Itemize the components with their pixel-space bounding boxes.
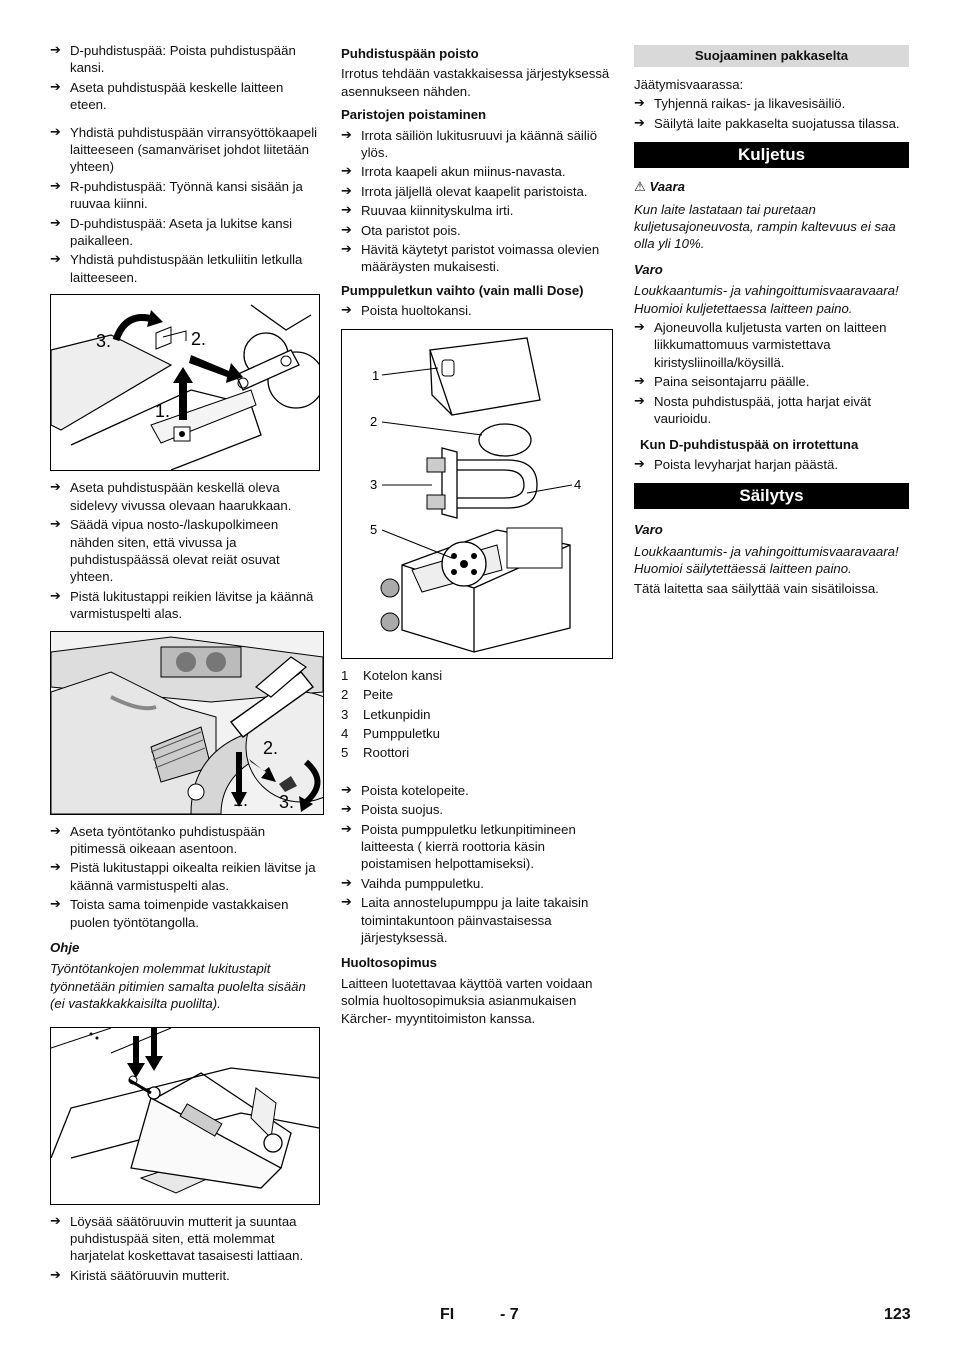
figure-number: 5 (370, 521, 378, 537)
list-item: ➔ Poista levyharjat harjan päästä. (634, 456, 839, 472)
figure-number: 3 (370, 476, 378, 492)
figure-label: 2. (263, 737, 279, 758)
footer-page-part: - 7 (500, 1306, 519, 1323)
legend-item: 2 Peite (341, 687, 394, 703)
arrow-icon: ➔ (50, 1213, 61, 1229)
arrow-icon: ➔ (50, 860, 61, 876)
figure-label: 1. (233, 789, 249, 810)
arrow-icon: ➔ (50, 588, 61, 604)
arrow-icon: ➔ (50, 823, 61, 839)
heading-service: Huoltosopimus (341, 955, 437, 971)
list-item: ➔ Aseta puhdistuspää keskelle laitteen eteen. (50, 79, 284, 113)
list-item: ➔ Pistä lukitustappi reikien lävitse ja käännä varmistuspelti alas. (50, 588, 314, 622)
figure-label: 3. (96, 331, 112, 352)
arrow-icon: ➔ (341, 303, 352, 319)
arrow-icon: ➔ (341, 222, 352, 238)
heading-transport: Kuljetus (634, 142, 909, 168)
figure-label: 1. (155, 401, 171, 422)
arrow-icon: ➔ (634, 115, 645, 131)
figure-legend (341, 667, 613, 762)
list-item: ➔ Löysää säätöruuvin mutterit ja suuntaa puhdistuspää siten, että molemmat harjatelat koskettavat tasaisesti lattiaan. (50, 1213, 304, 1264)
arrow-icon: ➔ (634, 320, 645, 336)
arrow-icon: ➔ (341, 782, 352, 798)
list-item: ➔ Ota paristot pois. (341, 222, 461, 238)
list-item: ➔ Poista pumppuletku letkunpitimineen laitteesta ( kierrä roottoria käsin poistamisen helpottamiseksi). (341, 821, 576, 872)
arrow-icon: ➔ (341, 802, 352, 818)
list-item: ➔ Paina seisontajarru päälle. (634, 374, 810, 390)
arrow-icon: ➔ (50, 517, 61, 533)
arrow-icon: ➔ (341, 127, 352, 143)
list-item: ➔ Irrota säiliön lukitusruuvi ja käännä säiliö ylös. (341, 127, 598, 161)
list-item: ➔ Poista kotelopeite. (341, 782, 469, 798)
note-title: Ohje (50, 939, 80, 955)
list-item: ➔ Pistä lukitustappi oikealta reikien lävitse ja käännä varmistuspelti alas. (50, 860, 316, 893)
list-item: ➔ Tyhjennä raikas- ja likavesisäiliö. (634, 96, 846, 112)
list-item: ➔ D-puhdistuspää: Poista puhdistuspään kansi. (50, 43, 296, 76)
list-item: ➔ Yhdistä puhdistuspään virransyöttökaapeli laitteeseen (samanväriset johdot liitetään yhteen) (50, 124, 318, 175)
figure-number: 2 (370, 413, 378, 429)
caution-text: Loukkaantumis- ja vahingoittumisvaaravaara! Huomioi kuljetettaessa laitteen paino. (634, 283, 899, 316)
list-item: ➔ Aseta työntötanko puhdistuspään pitimessä oikeaan asentoon. (50, 823, 266, 856)
caution-title: Varo (634, 522, 663, 538)
list-item: ➔ Irrota jäljellä olevat kaapelit paristoista. (341, 183, 588, 199)
legend-item: 3 Letkunpidin (341, 706, 431, 722)
text-service: Laitteen luotettavaa käyttöä varten voidaan solmia huoltosopimuksia asianmukaisen Kärcher- myyntitoimiston kanssa. (341, 975, 593, 1026)
arrow-icon: ➔ (341, 821, 352, 837)
arrow-icon: ➔ (50, 178, 61, 194)
list-item: ➔ Vaihda pumppuletku. (341, 875, 484, 891)
arrow-icon: ➔ (634, 456, 645, 472)
arrow-icon: ➔ (341, 242, 352, 258)
steps-pushbar (50, 823, 320, 931)
arrow-icon: ➔ (50, 897, 61, 913)
text-storage: Tätä laitetta saa säilyttää vain sisätiloissa. (634, 580, 879, 596)
warning-icon: ⚠ (634, 180, 646, 196)
note-text: Työntötankojen molemmat lukitustapit työnnetään pitimien samalta puolelta sisään (ei vastakkakkaisilta puolilta). (50, 961, 306, 1012)
list-item: ➔ Poista huoltokansi. (341, 303, 472, 319)
heading-removal: Puhdistuspään poisto (341, 46, 479, 61)
heading-pump: Pumppuletkun vaihto (vain malli Dose) (341, 282, 584, 298)
arrow-icon: ➔ (50, 43, 61, 58)
arrow-icon: ➔ (341, 183, 352, 199)
arrow-icon: ➔ (341, 895, 352, 911)
list-item: ➔ Säädä vipua nosto-/laskupolkimeen nähden siten, että vivussa ja puhdistuspäässä olevat reiät osuvat yhteen. (50, 517, 280, 585)
arrow-icon: ➔ (634, 393, 645, 409)
legend-item: 5 Roottori (341, 745, 410, 761)
footer-language: FI (440, 1306, 455, 1323)
arrow-icon: ➔ (341, 875, 352, 891)
list-item: ➔ Aseta puhdistuspään keskellä oleva sidelevy vivussa olevaan haarukkaan. (50, 480, 292, 513)
list-item: ➔ Irrota kaapeli akun miinus-navasta. (341, 164, 566, 180)
figure-pump (341, 329, 613, 659)
heading-storage: Säilytys (634, 483, 909, 509)
caution-title: Varo (634, 261, 663, 277)
figure-adjust (50, 1027, 320, 1205)
heading-batteries: Paristojen poistaminen (341, 107, 487, 123)
figure-attach-head (50, 294, 320, 471)
figure-number: 4 (574, 476, 582, 492)
list-item: ➔ Poista suojus. (341, 802, 444, 818)
page-number: 123 (884, 1306, 911, 1323)
list-item: ➔ Ajoneuvolla kuljetusta varten on laitteen liikkumattomuus varmistettava kiristysliinoilla/köysillä. (634, 320, 887, 370)
list-item: ➔ R-puhdistuspää: Työnnä kansi sisään ja ruuvaa kiinni. (50, 178, 303, 212)
caution-text: Loukkaantumis- ja vahingoittumisvaaravaara! Huomioi säilytettäessä laitteen paino. (634, 543, 899, 577)
arrow-icon: ➔ (341, 203, 352, 219)
list-item: ➔ D-puhdistuspää: Aseta ja lukitse kansi paikalleen. (50, 215, 293, 249)
figure-label: 3. (279, 791, 295, 812)
steps-link (50, 479, 320, 622)
text-removal: Irrotus tehdään vastakkaisessa järjestyksessä asennukseen nähden. (341, 66, 610, 99)
arrow-icon: ➔ (341, 164, 352, 180)
arrow-icon: ➔ (50, 79, 61, 95)
column-right (634, 42, 909, 599)
arrow-icon: ➔ (634, 96, 645, 112)
list-item: ➔ Laita annostelupumppu ja laite takaisin toimintakuntoon päinvastaisessa järjestyksessä. (341, 895, 589, 945)
arrow-icon: ➔ (50, 215, 61, 231)
heading-frost: Suojaaminen pakkaselta (634, 45, 909, 67)
arrow-icon: ➔ (50, 252, 61, 268)
list-item: ➔ Säilytä laite pakkaselta suojatussa tilassa. (634, 115, 900, 131)
warning-text: Kun laite lastataan tai puretaan kuljetusajoneuvosta, rampin kaltevuus ei saa olla yli 10%. (634, 201, 896, 252)
steps-connect (50, 42, 320, 286)
figure-label: 2. (191, 329, 207, 350)
list-item: ➔ Toista sama toimenpide vastakkaisen puolen työntötangolla. (50, 897, 289, 930)
column-left (50, 42, 320, 1286)
legend-item: 1 Kotelon kansi (341, 667, 443, 683)
steps-adjust (50, 1213, 320, 1285)
list-item: ➔ Nosta puhdistuspää, jotta harjat eivät vaurioidu. (634, 393, 871, 427)
figure-push-bar (50, 631, 324, 815)
list-item: ➔ Hävitä käytetyt paristot voimassa olevien määräysten mukaisesti. (341, 242, 600, 275)
warning-title: ⚠ Vaara (634, 179, 685, 196)
heading-dhead: Kun D-puhdistuspää on irrotettuna (640, 436, 859, 452)
text-frost: Jäätymisvaarassa: (634, 77, 744, 92)
arrow-icon: ➔ (50, 124, 61, 140)
list-item: ➔ Kiristä säätöruuvin mutterit. (50, 1267, 230, 1283)
arrow-icon: ➔ (634, 374, 645, 390)
figure-number: 1 (372, 367, 380, 383)
arrow-icon: ➔ (50, 1267, 61, 1283)
legend-item: 4 Pumppuletku (341, 725, 440, 741)
list-item: ➔ Yhdistä puhdistuspään letkuliitin letkulla laitteeseen. (50, 252, 303, 285)
list-item: ➔ Ruuvaa kiinnityskulma irti. (341, 203, 514, 219)
arrow-icon: ➔ (50, 480, 61, 496)
column-middle (341, 42, 613, 1029)
